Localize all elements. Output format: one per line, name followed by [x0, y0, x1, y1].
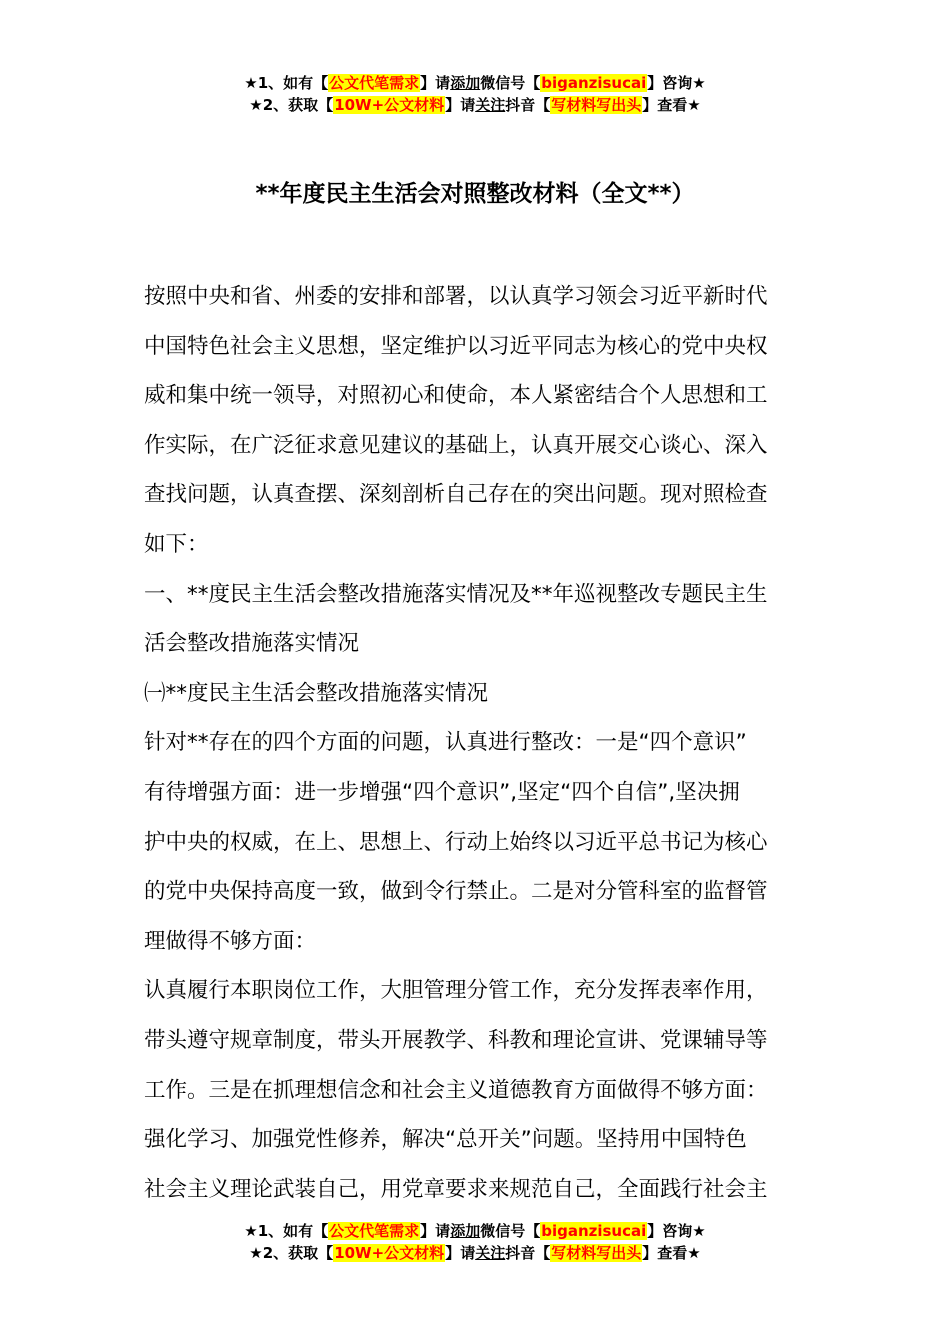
- section-heading: 一、**度民主生活会整改措施落实情况及**年巡视整改专题民主生: [144, 581, 768, 607]
- banner-text: ★2、获取【: [249, 1244, 334, 1262]
- document-title: **年度民主生活会对照整改材料（全文**）: [255, 181, 695, 207]
- banner-text: 】查看★: [642, 1244, 701, 1262]
- subsection-heading: ㈠**度民主生活会整改措施落实情况: [144, 680, 489, 706]
- body-line: 的党中央保持高度一致，做到令行禁止。二是对分管科室的监督管: [144, 879, 768, 905]
- body-line: 带头遵守规章制度，带头开展教学、科教和理论宣讲、党课辅导等: [144, 1027, 768, 1053]
- body-line: 查找问题，认真查摆、深刻剖析自己存在的突出问题。现对照检查: [144, 482, 768, 508]
- banner-text: 抖音【: [505, 1244, 551, 1262]
- banner-highlight: biganzisucai: [541, 74, 647, 92]
- body-line: 理做得不够方面：: [144, 928, 317, 954]
- body-line: 工作。三是在抓理想信念和社会主义道德教育方面做得不够方面：: [144, 1077, 768, 1103]
- banner-text: 】咨询★: [647, 1222, 706, 1240]
- top-banner: [0, 72, 950, 116]
- banner-text: 】请: [445, 96, 476, 114]
- bottom-banner: [0, 1220, 950, 1264]
- body-line: 针对**存在的四个方面的问题，认真进行整改：一是“四个意识”: [144, 730, 747, 756]
- banner-text: 】请: [420, 74, 451, 92]
- banner-line-2: [0, 94, 950, 116]
- banner-highlight: 10W+公文材料: [334, 1244, 445, 1262]
- banner-text: 】请: [420, 1222, 451, 1240]
- banner-line-1: [0, 72, 950, 94]
- body-line: 威和集中统一领导，对照初心和使命，本人紧密结合个人思想和工: [144, 383, 768, 409]
- banner-line-1: [0, 1220, 950, 1242]
- banner-line-2: [0, 1242, 950, 1264]
- banner-text: ★2、获取【: [249, 96, 334, 114]
- banner-highlight: 公文代笔需求: [329, 1222, 420, 1240]
- banner-underline: 添加: [450, 74, 481, 92]
- banner-text: 微信号【: [480, 74, 541, 92]
- body-line: 按照中央和省、州委的安排和部署，以认真学习领会习近平新时代: [144, 284, 768, 309]
- body-line: 认真履行本职岗位工作，大胆管理分管工作，充分发挥表率作用，: [144, 978, 768, 1004]
- banner-highlight: 公文代笔需求: [329, 74, 420, 92]
- body-line: 中国特色社会主义思想，坚定维护以习近平同志为核心的党中央权: [144, 333, 768, 359]
- body-line: 如下：: [144, 531, 209, 557]
- banner-text: 微信号【: [480, 1222, 541, 1240]
- banner-text: ★1、如有【: [244, 1222, 329, 1240]
- banner-highlight: 写材料写出头: [551, 96, 642, 114]
- banner-text: ★1、如有【: [244, 74, 329, 92]
- banner-highlight: 10W+公文材料: [334, 96, 445, 114]
- document-body: [144, 272, 812, 1214]
- body-line: 作实际，在广泛征求意见建议的基础上，认真开展交心谈心、深入: [144, 432, 768, 458]
- banner-underline: 添加: [450, 1222, 481, 1240]
- body-line: 社会主义理论武装自己，用党章要求来规范自己，全面践行社会主: [144, 1176, 768, 1202]
- banner-underline: 关注: [475, 96, 506, 114]
- body-line: 强化学习、加强党性修养，解决“总开关”问题。坚持用中国特色: [144, 1127, 747, 1153]
- body-line: 护中央的权威，在上、思想上、行动上始终以习近平总书记为核心: [144, 829, 768, 855]
- banner-underline: 关注: [475, 1244, 506, 1262]
- banner-highlight: biganzisucai: [541, 1222, 647, 1240]
- banner-highlight: 写材料写出头: [551, 1244, 642, 1262]
- banner-text: 】咨询★: [647, 74, 706, 92]
- section-heading: 活会整改措施落实情况: [144, 631, 360, 657]
- banner-text: 】查看★: [642, 96, 701, 114]
- banner-text: 】请: [445, 1244, 476, 1262]
- body-line: 有待增强方面：进一步增强“四个意识”,坚定“四个自信”,坚决拥: [144, 779, 740, 805]
- banner-text: 抖音【: [505, 96, 551, 114]
